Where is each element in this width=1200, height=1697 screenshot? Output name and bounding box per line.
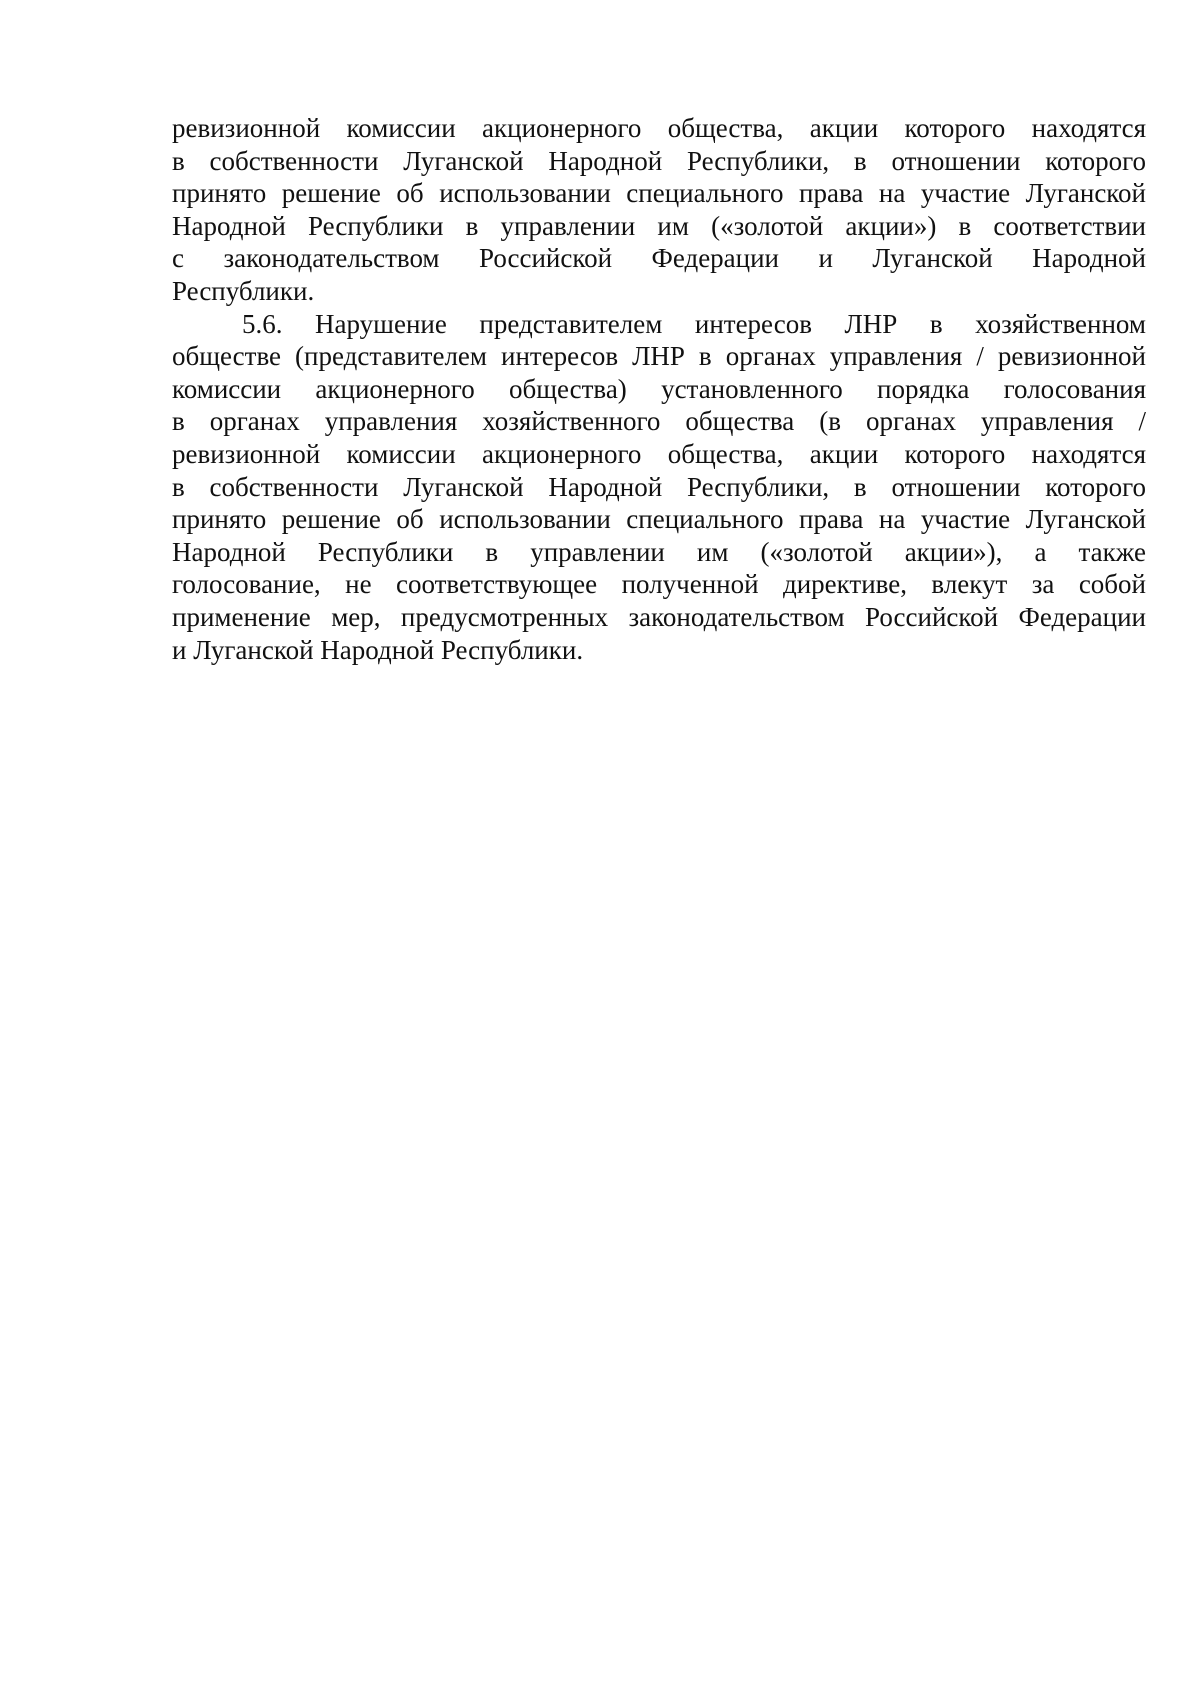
text-line: в органах управления хозяйственного общества (в органах управления / <box>172 406 1146 437</box>
text-line: Народной Республики в управлении им («золотой акции») в соответствии <box>172 210 1146 241</box>
text-line: обществе (представителем интересов ЛНР в органах управления / ревизионной <box>172 341 1146 372</box>
document-body <box>172 112 1146 666</box>
text-line: в собственности Луганской Народной Республики, в отношении которого <box>172 145 1146 176</box>
text-line: Народной Республики в управлении им («золотой акции»), а также <box>172 536 1146 567</box>
text-line: в собственности Луганской Народной Республики, в отношении которого <box>172 471 1146 502</box>
text-line: принято решение об использовании специального права на участие Луганской <box>172 178 1146 209</box>
text-line: и Луганской Народной Республики. <box>172 634 584 665</box>
text-line: принято решение об использовании специального права на участие Луганской <box>172 504 1146 535</box>
text-line: ревизионной комиссии акционерного общества, акции которого находятся <box>172 438 1146 469</box>
text-line: голосование, не соответствующее полученной директиве, влекут за собой <box>172 569 1146 600</box>
paragraph-clause-5-6 <box>172 308 1146 667</box>
text-line: комиссии акционерного общества) установленного порядка голосования <box>172 373 1146 404</box>
text-line: ревизионной комиссии акционерного общества, акции которого находятся <box>172 113 1146 143</box>
paragraph-continuation <box>172 112 1146 308</box>
clause-first-line: 5.6. Нарушение представителем интересов ЛНР в хозяйственном <box>242 308 1146 339</box>
text-line: применение мер, предусмотренных законодательством Российской Федерации <box>172 601 1146 632</box>
text-line: с законодательством Российской Федерации и Луганской Народной <box>172 243 1146 274</box>
text-line: Республики. <box>172 275 315 306</box>
